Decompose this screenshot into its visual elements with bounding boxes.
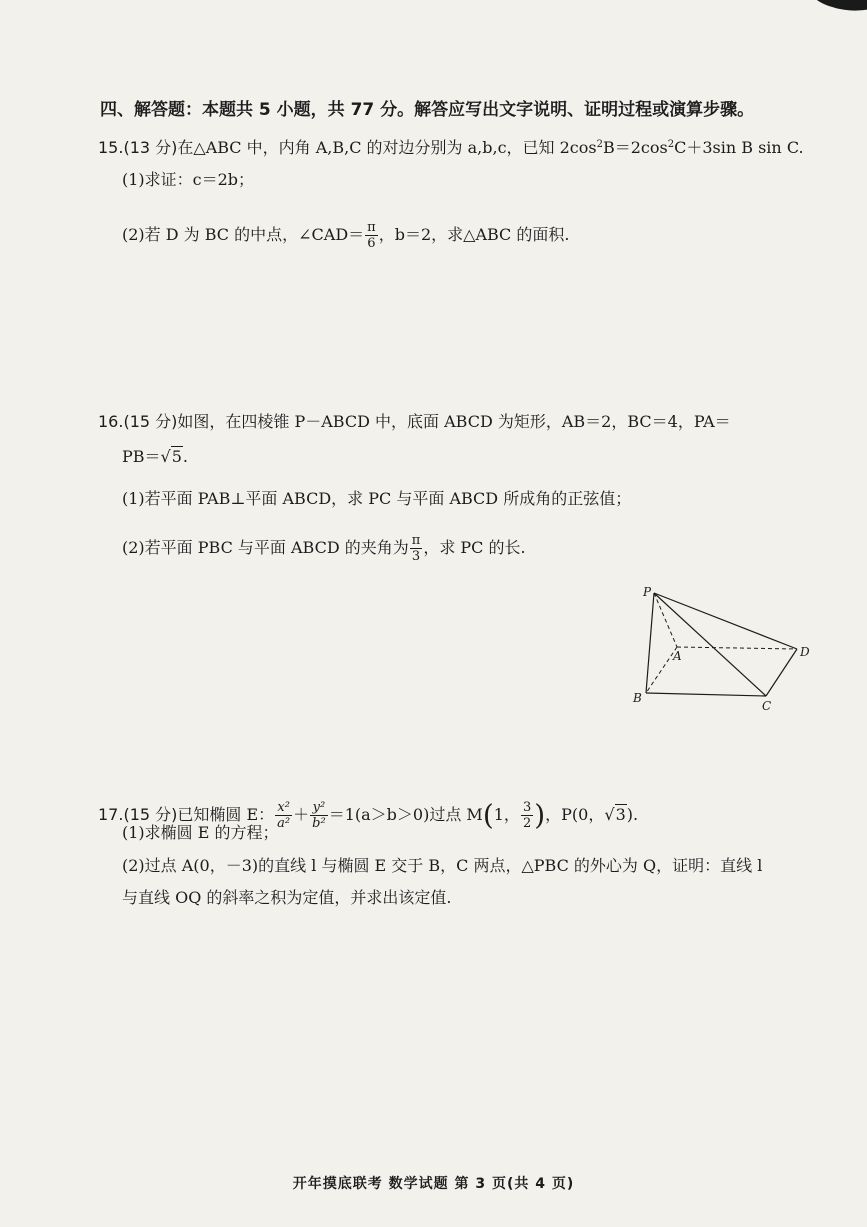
label-d: D: [800, 645, 810, 659]
q16-number: 16.(15 分): [98, 412, 178, 431]
q17-part2-cont: 与直线 OQ 的斜率之积为定值，并求出该定值.: [122, 888, 452, 907]
q16-part1: (1)若平面 PAB⊥平面 ABCD，求 PC 与平面 ABCD 所成角的正弦值；: [122, 489, 632, 508]
q17-part2: (2)过点 A(0，－3)的直线 l 与椭圆 E 交于 B，C 两点，△PBC 的外心为 Q，证明：直线 l: [122, 856, 763, 875]
pyramid-figure: [625, 580, 825, 715]
q16-stem-cont: PB＝√5.: [122, 447, 189, 466]
q15-number: 15.(13 分): [98, 138, 178, 157]
q17-number: 17.(15 分): [98, 805, 178, 824]
fraction-pi-6: $\frac{\pi}{6}$: [367, 220, 376, 251]
edge-ad: [677, 647, 797, 649]
q15-part1: (1)求证：c＝2b；: [122, 170, 255, 189]
edge-pd: [654, 593, 797, 649]
q16-part2: (2)若平面 PBC 与平面 ABCD 的夹角为 $\frac{\pi}{3}$ ，求 PC 的长.: [122, 533, 526, 564]
edge-cd: [766, 649, 797, 696]
q17-stem: 17.(15 分)已知椭圆 E： $\frac{\text{x²}}{\text{a²}}$ ＋ $\frac{\text{y²}}{\text{b²}}$ ＝1(a＞b＞0)过点 M(1， $\frac{3}{2}$ )，P(0，√3).: [98, 795, 638, 835]
fraction-3-2: $\frac{3}{2}$: [522, 800, 532, 831]
q15-part2: (2)若 D 为 BC 的中点，∠CAD＝ $\frac{\pi}{6}$ ，b＝2，求△ABC 的面积.: [122, 220, 570, 251]
label-p: P: [643, 585, 652, 599]
edge-bc: [646, 693, 766, 696]
sqrt-3: √3: [604, 805, 626, 824]
edge-pb: [646, 593, 654, 693]
sqrt-5: √5: [160, 447, 182, 466]
q17-part1: (1)求椭圆 E 的方程；: [122, 823, 279, 842]
scan-smudge: [805, 0, 867, 15]
section-title: 四、解答题：本题共 5 小题，共 77 分。解答应写出文字说明、证明过程或演算步骤。: [100, 100, 755, 120]
label-c: C: [762, 699, 772, 713]
page-footer: 开年摸底联考 数学试题 第 3 页(共 4 页): [292, 1176, 575, 1192]
fraction-pi-3: $\frac{\pi}{3}$: [411, 533, 421, 564]
q16-stem: 16.(15 分)如图，在四棱锥 P－ABCD 中，底面 ABCD 为矩形，AB＝2，BC＝4，PA＝: [98, 412, 731, 431]
q15-stem: 15.(13 分)在△ABC 中，内角 A,B,C 的对边分别为 a,b,c，已知 $2\cos^2B=2\cos^2C+3\sin$ B sin C.: [98, 138, 804, 157]
edge-pc: [654, 593, 766, 696]
label-b: B: [633, 691, 642, 705]
fraction-x2-a2: $\frac{\text{x²}}{\text{a²}}$: [277, 800, 291, 831]
fraction-y2-b2: $\frac{\text{y²}}{\text{b²}}$: [312, 800, 326, 831]
label-a: A: [673, 649, 682, 663]
